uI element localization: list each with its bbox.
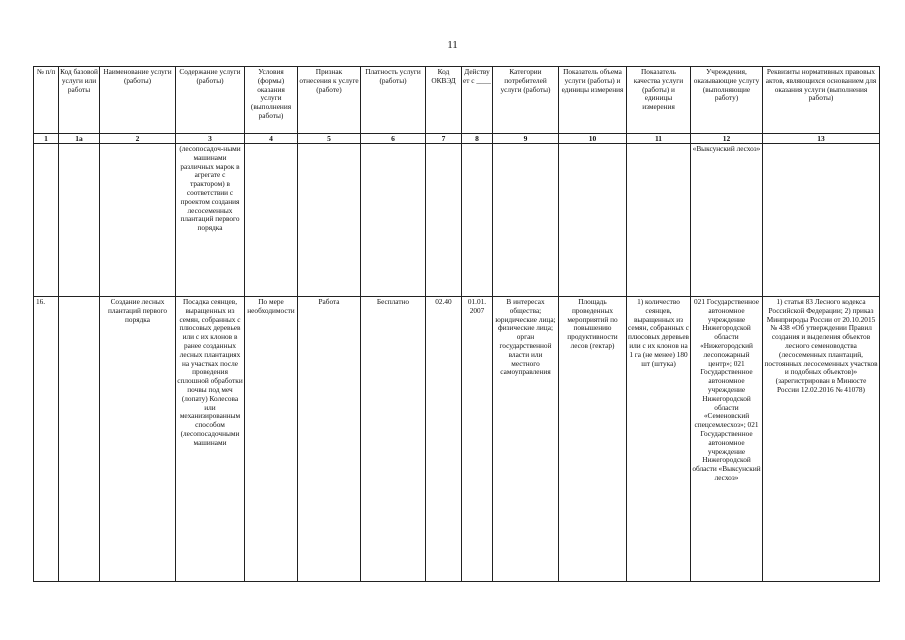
header-cell: Условия (формы) оказания услуги (выполнения работы) — [245, 67, 298, 134]
column-number: 13 — [763, 134, 880, 144]
cell-consumers: В интересах общества; юридические лица; физические лица; орган государственной власти или местного самоуправления — [493, 297, 559, 582]
header-cell: Платность услуги (работы) — [361, 67, 426, 134]
column-number: 2 — [100, 134, 176, 144]
cell-payment — [361, 144, 426, 297]
column-number: 7 — [426, 134, 462, 144]
cell-institutions: 021 Государственное автономное учреждение Нижегородской области «Нижегородский лесопожарный центр»; 021 Государственное автономное учреждение Нижегородской области «Семеновский спецсемлесхоз»; 021 Государственное автономное учреждение Нижегородской области «Выксунский лесхоз» — [691, 297, 763, 582]
cell-attribute — [298, 144, 361, 297]
header-cell: Наименование услуги (работы) — [100, 67, 176, 134]
column-number: 9 — [493, 134, 559, 144]
cell-conditions — [245, 144, 298, 297]
header-cell: Содержание услуги (работы) — [176, 67, 245, 134]
header-row — [34, 67, 880, 134]
cell-name: Создание лесных плантаций первого порядка — [100, 297, 176, 582]
cell-conditions: По мере необходимости — [245, 297, 298, 582]
column-number: 11 — [627, 134, 691, 144]
cell-quality: 1) количество сеянцев, выращенных из семян, собранных с плюсовых деревьев или с их клонов на 1 га (не менее) 180 шт (штука) — [627, 297, 691, 582]
column-number: 10 — [559, 134, 627, 144]
column-number: 3 — [176, 134, 245, 144]
column-number-row — [34, 134, 880, 144]
cell-attribute: Работа — [298, 297, 361, 582]
table-row-16 — [34, 297, 880, 582]
table-row-continuation — [34, 144, 880, 297]
cell-legal-acts — [763, 144, 880, 297]
column-number: 12 — [691, 134, 763, 144]
cell-name — [100, 144, 176, 297]
cell-payment: Бесплатно — [361, 297, 426, 582]
cell-content: Посадка сеянцев, выращенных из семян, собранных с плюсовых деревьев или с их клонов в ранее созданных лесных плантациях на участках после проведения сплошной обработки почвы под меч (лопату) Колесова или механизированным способом (лесопосадочными машинами — [176, 297, 245, 582]
column-number: 6 — [361, 134, 426, 144]
column-number: 1а — [59, 134, 100, 144]
header-cell: № п/п — [34, 67, 59, 134]
header-cell: Код базовой услуги или работы — [59, 67, 100, 134]
header-cell: Учреждения, оказывающие услугу (выполняющие работу) — [691, 67, 763, 134]
cell-okved: 02.40 — [426, 297, 462, 582]
page-number: 11 — [447, 39, 458, 51]
column-number: 5 — [298, 134, 361, 144]
header-cell: Показатель объема услуги (работы) и единицы измерения — [559, 67, 627, 134]
header-cell: Признак отнесения к услуге (работе) — [298, 67, 361, 134]
header-cell: Реквизиты нормативных правовых актов, являющихся основанием для оказания услуги (выполнения работы) — [763, 67, 880, 134]
cell-num — [34, 144, 59, 297]
column-number: 4 — [245, 134, 298, 144]
column-number: 1 — [34, 134, 59, 144]
header-cell: Код ОКВЭД — [426, 67, 462, 134]
cell-consumers — [493, 144, 559, 297]
cell-institutions: «Выксунский лесхоз» — [691, 144, 763, 297]
cell-legal-acts: 1) статья 83 Лесного кодекса Российской Федерации; 2) приказ Минприроды России от 20.10.2015 № 438 «Об утверждении Правил создания и выделения объектов лесного семеноводства (лесосеменных плантаций, постоянных лесосеменных участков и подобных объектов)» (зарегистрирован в Минюсте России 12.02.2016 № 41078) — [763, 297, 880, 582]
column-number: 8 — [462, 134, 493, 144]
cell-valid-from: 01.01. 2007 — [462, 297, 493, 582]
header-cell: Действует с ____ — [462, 67, 493, 134]
cell-volume — [559, 144, 627, 297]
cell-content: (лесопосадоч-ными машинами различных марок в агрегате с трактором) в соответствии с проектом создания лесосеменных плантаций первого порядка — [176, 144, 245, 297]
header-cell: Категории потребителей услуги (работы) — [493, 67, 559, 134]
cell-volume: Площадь проведенных мероприятий по повышению продуктивности лесов (гектар) — [559, 297, 627, 582]
cell-num: 16. — [34, 297, 59, 582]
header-cell: Показатель качества услуги (работы) и единицы измерения — [627, 67, 691, 134]
register-table — [33, 66, 880, 582]
cell-base-code — [59, 144, 100, 297]
cell-okved — [426, 144, 462, 297]
cell-valid-from — [462, 144, 493, 297]
cell-quality — [627, 144, 691, 297]
cell-base-code — [59, 297, 100, 582]
